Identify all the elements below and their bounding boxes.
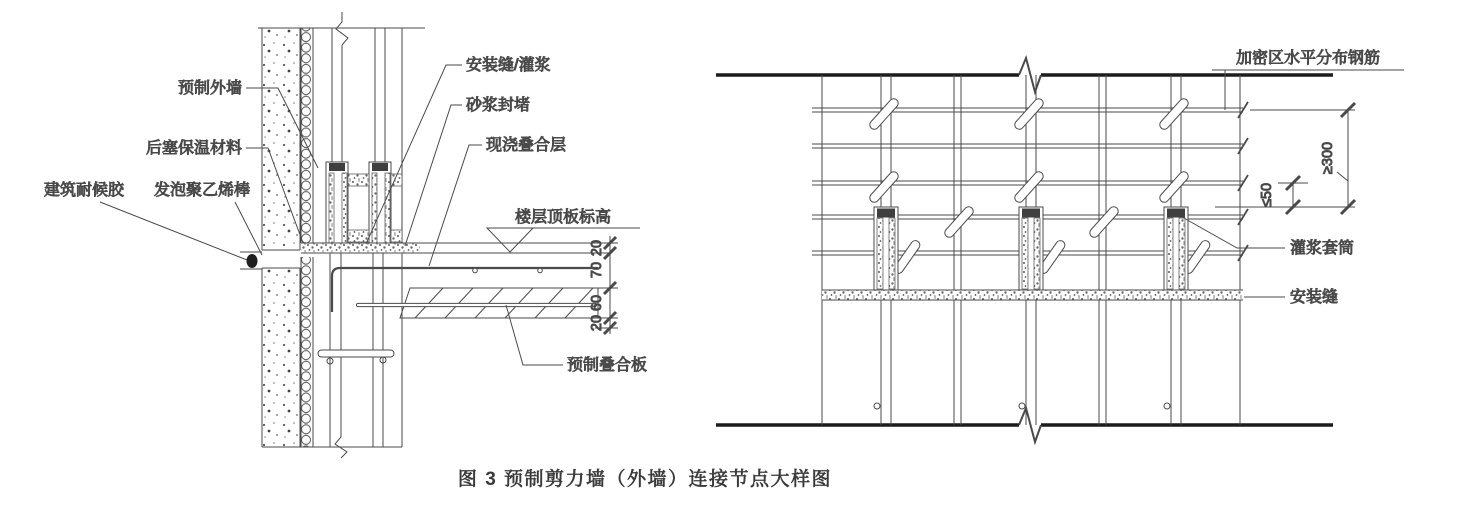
leader-mortar-seal	[405, 105, 462, 246]
leader-cast-layer	[429, 145, 482, 266]
label-weather-sealant: 建筑耐候胶	[43, 182, 124, 199]
leader-pe-rod	[235, 202, 262, 255]
outer-concrete-leaf	[240, 28, 300, 447]
dim-bar-spacing: ≤50	[1259, 182, 1275, 208]
rebar-splice-dot	[1164, 403, 1170, 409]
wall-section-detail	[44, 12, 647, 458]
label-densified-rebar: 加密区水平分布钢筋	[1235, 50, 1381, 67]
installation-seam-band-left	[301, 243, 608, 253]
label-seam-grout: 安装缝/灌浆	[466, 57, 551, 74]
dimension-bar-spacing	[1278, 176, 1308, 214]
dim-zone-height: ≥300	[1320, 141, 1336, 175]
dim-bottom-20: 20	[589, 314, 605, 332]
leader-grout-sleeve	[1182, 217, 1285, 248]
label-floor-top-level: 楼层顶板标高	[514, 209, 612, 226]
label-pe-foam-rod: 发泡聚乙烯棒	[153, 182, 250, 199]
floor-level-symbol	[487, 228, 640, 252]
label-backfill-insulation: 后塞保温材料	[145, 140, 242, 157]
label-cast-layer: 现浇叠合层	[486, 137, 567, 154]
leader-weather-sealant	[100, 202, 247, 260]
label-grout-sleeve: 灌浆套筒	[1290, 240, 1355, 257]
insulation-layer	[301, 28, 313, 447]
label-mortar-seal: 砂浆封堵	[466, 97, 531, 114]
floor-slab	[332, 268, 598, 318]
rebar-splice-dot	[1019, 403, 1025, 409]
label-precast-plank: 预制叠合板	[567, 357, 648, 374]
installation-seam-band-right	[822, 290, 1243, 300]
leader-precast-plank	[506, 305, 563, 365]
dim-seam-20: 20	[589, 239, 605, 257]
wall-elevation-detail	[716, 49, 1404, 442]
wall-grout-sleeves	[326, 162, 402, 245]
weather-sealant-shape	[247, 254, 258, 268]
rebar-splice-dot	[874, 403, 880, 409]
break-symbol-top-right	[1019, 58, 1041, 92]
dim-topping-70: 70	[589, 261, 605, 279]
break-symbol-bottom-right	[1019, 408, 1041, 442]
figure-caption: 图 3 预制剪力墙（外墙）连接节点大样图	[457, 469, 833, 490]
break-symbol-bottom	[335, 430, 347, 458]
label-precast-exterior-wall: 预制外墙	[177, 80, 242, 97]
label-install-seam: 安装缝	[1290, 289, 1339, 306]
dim-plank-60: 60	[589, 294, 605, 312]
